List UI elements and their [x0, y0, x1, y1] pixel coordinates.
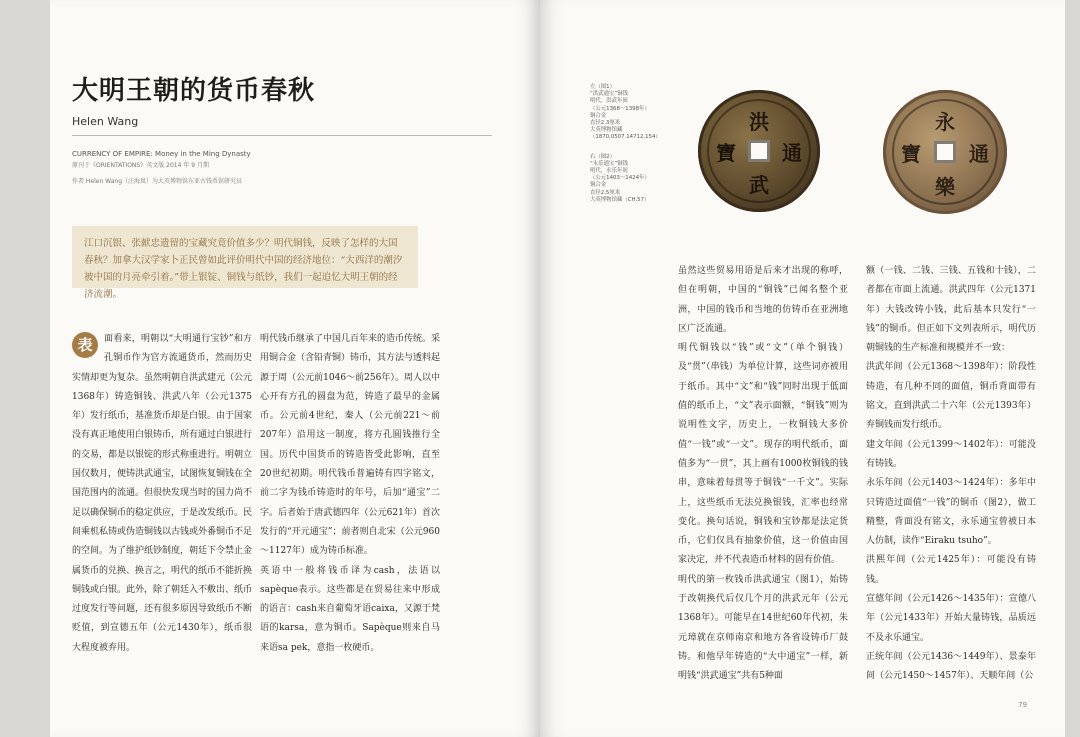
caption-line: 明代，洪武年间 [590, 98, 628, 105]
body-column-3: 虽然这些贸易用语是后来才出现的称呼，但在明朝，中国的“铜钱”已闻名整个亚洲，中国的钱币和当地的仿铸币在亚洲地区广泛流通。 明代铜钱以“钱”或“文”（单个铜钱）及“贯”（串钱）为单位计算，这些词亦被用于纸币。其中“文”和“钱”同时出现于低面值的纸币上，“文”表示面额，“铜钱”则为说明性文字，历史上，一枚铜钱大多价值“一钱”或“一文”。现存的明代纸币，面值多为“一贯”，其上画有1000枚铜钱的钱串，意味着每贯等于铜钱“一千文”。实际上，这些纸币无法兑换银钱，汇率也经常变化。换句话说，铜钱和宝钞都是法定货币，它们仅具有抽象价值，这一价值由国家决定，并不代表造币材料的固有价值。 明代的第一枚钱币洪武通宝（图1），始铸于改朝换代后仅几个月的洪武元年（公元1368年）。可能早在14世纪60年代初，朱元璋就在京师南京和地方各省设铸币厂鼓铸。和他早年铸造的“大中通宝”一样，新明钱“洪武通宝”共有5种面 [678, 266, 848, 682]
coin-square-hole [748, 140, 770, 162]
yongle-coin-image [883, 90, 1007, 214]
drop-cap: 表 [72, 332, 98, 358]
caption-line: 右（图2） [590, 153, 615, 160]
body-text-col1: 面看来，明朝以“大明通行宝钞”和方孔铜币作为官方流通货币，然而历史实情却更为复杂。虽然明朝自洪武建元（公元1368年）铸造铜钱、洪武八年（公元1375年）发行纸币，基准货币却是白银。由于国家没有真正地使用白银铸币，所有通过白银进行的交易，都是以银锭的形式称重进行。明朝立国仅数月，便铸洪武通宝，试图恢复铜钱在全国范围内的流通。但很快发现当时的国力尚不足以确保铜币的稳定供应，于是改发纸币。民间乘机私铸或伪造铜钱以古钱或外番铜币不足的空间。为了维护纸钞制度，朝廷下令禁止金属货币的兑换、换言之，明代的纸币不能折换铜钱或白银。此外，除了朝廷入不敷出、纸币过度发行等问题，还有很多原因导致纸币不断贬值，到宣德五年（公元1430年），纸币很大程度被弃用。 [72, 334, 253, 653]
caption-line: 大英博物馆藏（CH.57） [590, 196, 650, 203]
article-title: 大明王朝的货币春秋 [72, 76, 316, 106]
left-page [50, 0, 540, 737]
coin-character-left: 寶 [716, 141, 736, 165]
caption-line: 直径2.5厘米 [590, 189, 621, 196]
body-column-2: 明代钱币继承了中国几百年来的造币传统。采用铜合金（含铅青铜）铸币，其方法与透料起源于周（公元前1046～前256年）。周人以中心开有方孔的圆盘为范，铸造了最早的金属币。公元前4世纪，秦人（公元前221～前207年）沿用这一制度，将方孔圆钱推行全国。历代中国货币的铸造皆受此影响，直至20世纪初期。明代钱币普遍铸有四字铭文，前二字为钱币铸造时的年号，后加“通宝”二字。后者始于唐武德四年（公元621年）首次发行的“开元通宝”；前者则自北宋（公元960～1127年）成为铸币标准。 英语中一般将钱币译为cash，法语以sapèque表示。这些都是在贸易往来中形成的语言：cash来自葡萄牙语caixa，又源于梵语的karsa，意为铜币。Sapèque则来自马来语sa pek，意指一枚硬币。 [260, 334, 441, 653]
title-divider [72, 135, 492, 136]
body-column-4: 额（一钱、二钱、三钱、五钱和十钱），二者都在市面上流通。洪武四年（公元1371年）大钱改铸小钱，此后基本只发行“一钱”的铜币。但正如下文列表所示，明代历朝铜钱的生产标准和规模并不一致： 洪武年间（公元1368～1398年）：阶段性铸造，有几种不同的面值，铜币背面带有铭文，直到洪武二十六年（公元1393年）弃铜钱而发行纸币。 建文年间（公元1399～1402年）：可能没有铸钱。 永乐年间（公元1403～1424年）：多年中只铸造过面值“一钱”的铜币（图2），做工精整，背面没有铭文，永乐通宝曾被日本人仿制，读作“Eiraku tsuho”。 洪熙年间（公元1425年）：可能没有铸钱。 宣德年间（公元1426～1435年）：宣德八年（公元1433年）开始大量铸钱，品质远不及永乐通宝。 正统年间（公元1436～1449年）、景泰年间（公元1450～1457年）、天顺年间（公 [866, 266, 1036, 682]
abstract-box: 江口沉银、张献忠遗留的宝藏究竟价值多少？明代铜钱，反映了怎样的大国春秋？加拿大汉学家卜正民曾如此评价明代中国的经济地位：“大西洋的潮汐被中国的月亮牵引着。”带上银锭、铜钱与纸钞，我们一起追忆大明王朝的经济流潮。 [72, 226, 418, 288]
caption-line: 大英博物馆藏 [590, 127, 623, 134]
page-number: 79 [1018, 701, 1027, 709]
coin-square-hole [934, 141, 956, 163]
caption-line: 明代，永乐年间 [590, 168, 628, 175]
caption-line: （1870,0507.14712.154） [590, 134, 661, 141]
source-publication: 原刊于《ORIENTATIONS》英文版 2014 年 9 月期 [72, 162, 209, 169]
source-english-title: CURRENCY OF EMPIRE: Money in the Ming Dynasty [72, 150, 251, 158]
caption-figure-1 [590, 84, 710, 142]
caption-line: “洪武通宝”铜钱 [590, 91, 628, 98]
coin-character-top: 永 [935, 110, 955, 134]
author-note: 作者 Helen Wang（汪海岚）为大英博物馆东亚古钱币馆研究员 [72, 178, 243, 185]
hongwu-coin-image [698, 90, 820, 212]
coin-character-right: 通 [969, 142, 989, 166]
coin-character-bottom: 樂 [935, 175, 955, 199]
coin-character-left: 寶 [901, 142, 921, 166]
caption-line: 铜合金 [590, 182, 607, 189]
right-page [540, 0, 1065, 737]
body-column-1 [72, 330, 252, 658]
caption-line: 左（图1） [590, 84, 615, 90]
coin-character-top: 洪 [749, 110, 769, 134]
caption-line: “永乐通宝”铜钱 [590, 160, 628, 167]
caption-line: 铜合金 [590, 112, 607, 119]
caption-figure-2 [590, 154, 710, 204]
caption-line: （公元1368～1398年） [590, 105, 650, 112]
caption-line: 直径2.3厘米 [590, 120, 621, 127]
coin-character-right: 通 [782, 141, 802, 165]
figure-captions [590, 84, 710, 216]
article-author: Helen Wang [72, 115, 139, 128]
coin-character-bottom: 武 [749, 173, 769, 197]
caption-line: （公元1403～1424年） [590, 175, 650, 182]
